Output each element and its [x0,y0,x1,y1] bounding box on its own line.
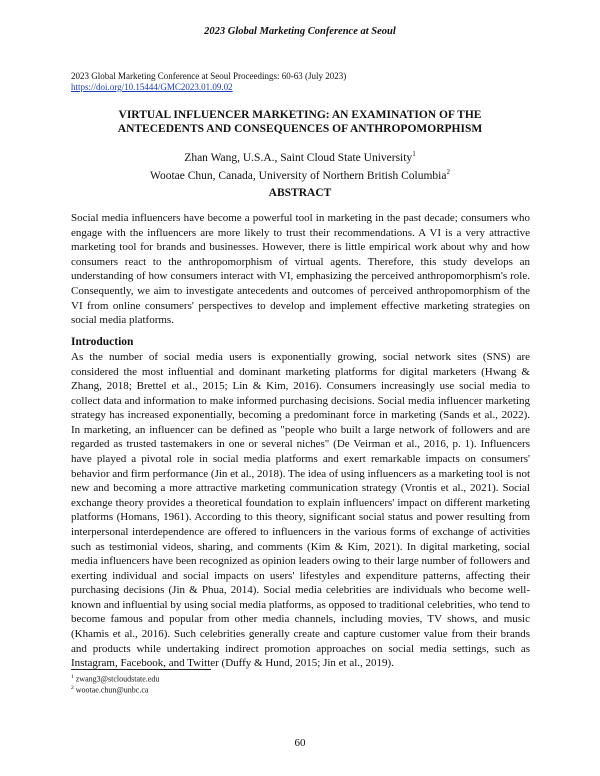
author-2 [60,165,540,183]
introduction-text: As the number of social media users is exponentially growing, social network sites (SNS) are considered the most influential and dominant marketing platforms for digital marketers (Hwang & Zhang, 2018; Brettel et al., 2015; Lin & Kim, 2016). Consumers increasingly use social media to collect data and information to make informed purchasing decisions. Social media influencer marketing strategy has increased exponentially, becoming a predominant force in marketing (Sands et al., 2022). In marketing, an influencer can be defined as "people who built a large network of followers and are regarded as trusted tastemakers in one or several niches" (De Veirman et al., 2016, p. 1). Influencers have played a pivotal role in social media platforms and exert remarkable impacts on consumers' behavior and firm performance (Jin et al., 2018). The idea of using influencers as a marketing tool is not new and becoming a more attractive marketing communication strategy (Vrontis et al., 2021). Social exchange theory provides a theoretical foundation to explain influencers' impact on different marketing platforms (Homans, 1961). According to this theory, significant social status and power resulting from interpersonal interdependence are offered to influencers in the various forms of exchange of activities such as testimonial videos, sharing, and comments (Kim & Kim, 2021). In digital marketing, social media influencers have been recognized as opinion leaders owing to their large number of followers and exerting individual and social impacts on users' lifestyles and expenditure patterns, affecting their purchasing decisions (Jin & Phua, 2014). Social media celebrities are individuals who become well-known and influential by using social media platforms, as opposed to traditional celebrities, who tend to become famous and popular from other media channels, including movies, TV shows, and music (Khamis et al., 2016). Such celebrities generally create and capture customer value from their brands and products while undertaking indirect promotion approaches on social media settings, such as Instagram, Facebook, and Twitter (Duffy & Hund, 2015; Jin et al., 2019). [71,351,530,670]
author-list [60,147,540,183]
doi-link[interactable]: https://doi.org/10.15444/GMC2023.01.09.02 [71,82,233,92]
title-line-2: ANTECEDENTS AND CONSEQUENCES OF ANTHROPOMORPHISM [117,123,483,135]
author-1-name: Zhan Wang, U.S.A., Saint Cloud State University [184,151,413,164]
footnote-1 [71,674,159,684]
introduction-heading: Introduction [71,336,134,348]
author-2-name: Wootae Chun, Canada, University of Northern British Columbia [150,169,447,182]
page-number: 60 [294,737,306,749]
footnote-2 [71,685,148,695]
proceedings-citation: 2023 Global Marketing Conference at Seoul Proceedings: 60-63 (July 2023) [71,71,347,81]
abstract-heading: ABSTRACT [268,187,332,199]
abstract-text: Social media influencers have become a powerful tool in marketing in the past decade; consumers who engage with the influencers are more likely to trust their recommendations. A VI is a very attractive marketing tool for brands and businesses. However, there is little empirical work about why and how consumers react to the anthropomorphism of virtual agents. Therefore, this study develops an understanding of how consumers interact with VI, emphasizing the perceived anthropomorphism's role. Consequently, we aim to investigate antecedents and outcomes of perceived anthropomorphism of the VI from online consumers' perspectives to develop and implement effective marketing strategies on social media platforms. [71,212,530,327]
footnote-1-email: zwang3@stcloudstate.edu [75,674,160,684]
conference-header: 2023 Global Marketing Conference at Seoul [204,26,396,37]
author-2-footnote-mark: 2 [446,167,450,176]
author-1-footnote-mark: 1 [412,150,416,158]
footnote-2-mark: 2 [71,685,74,691]
author-1 [60,147,540,165]
footnote-divider [71,669,211,670]
footnote-1-mark: 1 [71,674,74,680]
footnote-2-email: wootae.chun@unbc.ca [75,685,149,695]
title-line-1: VIRTUAL INFLUENCER MARKETING: AN EXAMINATION OF THE [118,109,482,121]
paper-title [60,108,540,136]
